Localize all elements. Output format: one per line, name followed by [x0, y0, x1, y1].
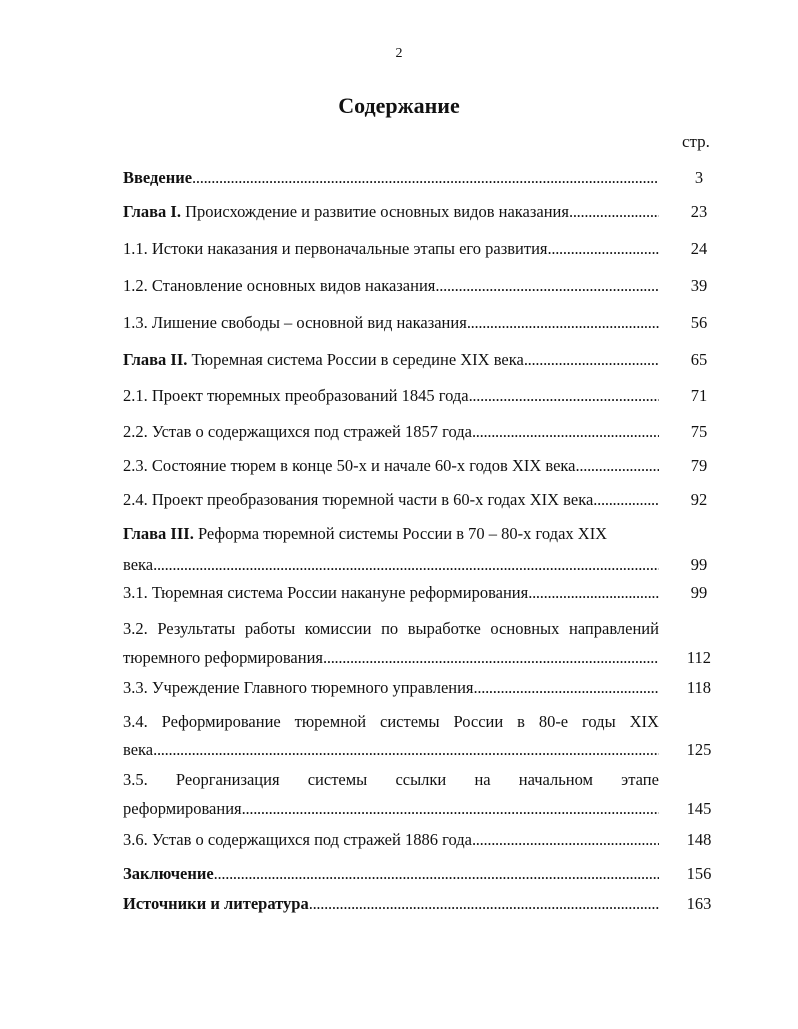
toc-entry-first-line: [123, 711, 659, 733]
toc-entry-title: [123, 863, 214, 885]
dot-leader: [474, 677, 659, 699]
toc-entry-title: [123, 798, 242, 820]
toc-entry-word: направлений: [569, 619, 659, 638]
toc-entry-word: начальном: [518, 770, 593, 789]
toc-entry-page: 39: [690, 276, 708, 295]
toc-entry-word: Реформирование: [161, 712, 281, 731]
toc-entry-word: 3.4.: [123, 712, 148, 731]
toc-entry-first-line: [123, 618, 659, 640]
toc-entry-word: системы: [307, 770, 368, 789]
toc-entry-title: [123, 349, 524, 371]
toc-entry-page: 118: [686, 678, 712, 697]
dot-leader: [153, 554, 659, 576]
page-column-label: стр.: [682, 132, 710, 151]
dot-leader: [242, 798, 659, 820]
toc-entry-word: комиссии: [304, 619, 372, 638]
toc-entry-text: тюремного реформирования: [123, 648, 323, 667]
toc-entry-text: 1.1. Истоки наказания и первоначальные этапы его развития: [123, 239, 548, 258]
toc-entry-page: 99: [690, 583, 708, 602]
toc-entry-word: тюремной: [294, 712, 367, 731]
toc-entry-word: России: [453, 712, 504, 731]
toc-entry-word: выработке: [407, 619, 481, 638]
toc-entry: [123, 421, 659, 443]
dot-leader: [435, 275, 659, 297]
toc-entry-word: на: [474, 770, 491, 789]
toc-entry-word: годы: [582, 712, 616, 731]
toc-entry: [123, 893, 659, 915]
toc-entry-title: [123, 829, 472, 851]
toc-entry: [123, 312, 659, 334]
toc-entry: [123, 582, 659, 604]
toc-entry: [123, 798, 659, 820]
toc-entry-word: основных: [490, 619, 560, 638]
toc-entry-title: [123, 421, 472, 443]
toc-entry-text: Происхождение и развитие основных видов наказания: [180, 202, 569, 221]
toc-entry-word: системы: [380, 712, 440, 731]
toc-entry-page: 3: [694, 168, 704, 187]
toc-entry-bold-label: Глава II.: [123, 350, 188, 369]
toc-entry: [123, 238, 659, 260]
dot-leader: [467, 312, 659, 334]
toc-entry-bold-label: Источники и литература: [123, 894, 309, 913]
toc-entry: [123, 349, 659, 371]
dot-leader: [576, 455, 659, 477]
toc-entry-title: [123, 238, 548, 260]
toc-entry-page: 112: [686, 648, 712, 667]
dot-leader: [569, 201, 659, 223]
toc-entry-title: [123, 455, 576, 477]
toc-entry: [123, 647, 659, 669]
toc-entry-text: 2.4. Проект преобразования тюремной части в 60-х годах XIX века: [123, 490, 594, 509]
toc-entry-text: реформирования: [123, 799, 242, 818]
toc-entry-page: 148: [686, 830, 712, 849]
toc-entry-page: 145: [686, 799, 712, 818]
toc-entry-page: 163: [686, 894, 712, 913]
toc-entry-text: 1.3. Лишение свободы – основной вид наказания: [123, 313, 467, 332]
dot-leader: [153, 739, 659, 761]
toc-entry-text: 2.2. Устав о содержащихся под стражей 1857 года: [123, 422, 472, 441]
toc-entry: [123, 863, 659, 885]
dot-leader: [593, 489, 659, 511]
toc-entry-page: 79: [690, 456, 708, 475]
toc-entry-page: 92: [690, 490, 708, 509]
toc-entry-page: 99: [690, 555, 708, 574]
toc-entry-word: в: [517, 712, 525, 731]
toc-entry-bold-label: Глава III.: [123, 524, 194, 543]
toc-entry-page: 23: [690, 202, 708, 221]
toc-entry: [123, 739, 659, 761]
toc-entry-first-line: [123, 769, 659, 791]
toc-entry-word: 3.5.: [123, 770, 148, 789]
toc-entry-title: [123, 489, 593, 511]
dot-leader: [323, 647, 659, 669]
dot-leader: [524, 349, 659, 371]
dot-leader: [214, 863, 659, 885]
dot-leader: [192, 167, 659, 189]
toc-entry-title: [123, 893, 309, 915]
toc-entry: [123, 677, 659, 699]
toc-entry: [123, 385, 659, 407]
toc-entry-text: 2.3. Состояние тюрем в конце 50-х и начале 60-х годов XIX века: [123, 456, 576, 475]
toc-entry-title: [123, 167, 192, 189]
toc-entry-word: Реорганизация: [175, 770, 280, 789]
dot-leader: [528, 582, 659, 604]
toc-entry-page: 65: [690, 350, 708, 369]
toc-entry-page: 24: [690, 239, 708, 258]
toc-entry: [123, 554, 659, 576]
toc-entry: [123, 829, 659, 851]
toc-entry-text: 3.6. Устав о содержащихся под стражей 1886 года: [123, 830, 472, 849]
toc-entry-page: 56: [690, 313, 708, 332]
toc-entry-text: века: [123, 555, 154, 574]
toc-entry-text: века: [123, 740, 154, 759]
toc-entry-title: [123, 677, 474, 699]
toc-entry-word: 3.2.: [123, 619, 148, 638]
toc-entry-page: 71: [690, 386, 708, 405]
toc-entry-bold-label: Заключение: [123, 864, 214, 883]
toc-entry: [123, 455, 659, 477]
dot-leader: [472, 829, 659, 851]
toc-entry-page: 75: [690, 422, 708, 441]
toc-entry-title: [123, 647, 323, 669]
toc-entry-word: 80-е: [538, 712, 569, 731]
toc-entry-first-line: [123, 523, 659, 545]
toc-entry-page: 125: [686, 740, 712, 759]
toc-entry-word: работы: [244, 619, 296, 638]
toc-entry: [123, 167, 659, 189]
toc-entry-text: 3.3. Учреждение Главного тюремного управления: [123, 678, 474, 697]
toc-entry-title: [123, 582, 528, 604]
page-number: 2: [395, 46, 403, 61]
toc-entry: [123, 489, 659, 511]
toc-entry-word: XIX: [629, 712, 659, 731]
toc-entry-title: [123, 554, 153, 576]
toc-entry-word: этапе: [621, 770, 659, 789]
toc-entry-text: Реформа тюремной системы России в 70 – 80-х годах XIX: [193, 524, 608, 543]
toc-entry-bold-label: Глава I.: [123, 202, 181, 221]
dot-leader: [548, 238, 660, 260]
dot-leader: [469, 385, 659, 407]
dot-leader: [472, 421, 659, 443]
toc-entry-title: [123, 275, 435, 297]
page-title: Содержание: [338, 93, 460, 118]
toc-entry: [123, 275, 659, 297]
toc-entry-title: [123, 385, 469, 407]
toc-entry-title: [123, 739, 153, 761]
toc-entry-text: 2.1. Проект тюремных преобразований 1845 года: [123, 386, 469, 405]
toc-entry-bold-label: Введение: [123, 168, 193, 187]
toc-entry: [123, 201, 659, 223]
toc-entry-title: [123, 312, 467, 334]
dot-leader: [309, 893, 659, 915]
toc-entry-word: ссылки: [395, 770, 447, 789]
toc-entry-page: 156: [686, 864, 712, 883]
toc-entry-text: 3.1. Тюремная система России накануне реформирования: [123, 583, 529, 602]
toc-entry-title: [123, 201, 569, 223]
toc-entry-text: 1.2. Становление основных видов наказания: [123, 276, 436, 295]
toc-entry-word: по: [381, 619, 399, 638]
toc-entry-text: Тюремная система России в середине XIX века: [187, 350, 524, 369]
toc-entry-word: Результаты: [157, 619, 236, 638]
